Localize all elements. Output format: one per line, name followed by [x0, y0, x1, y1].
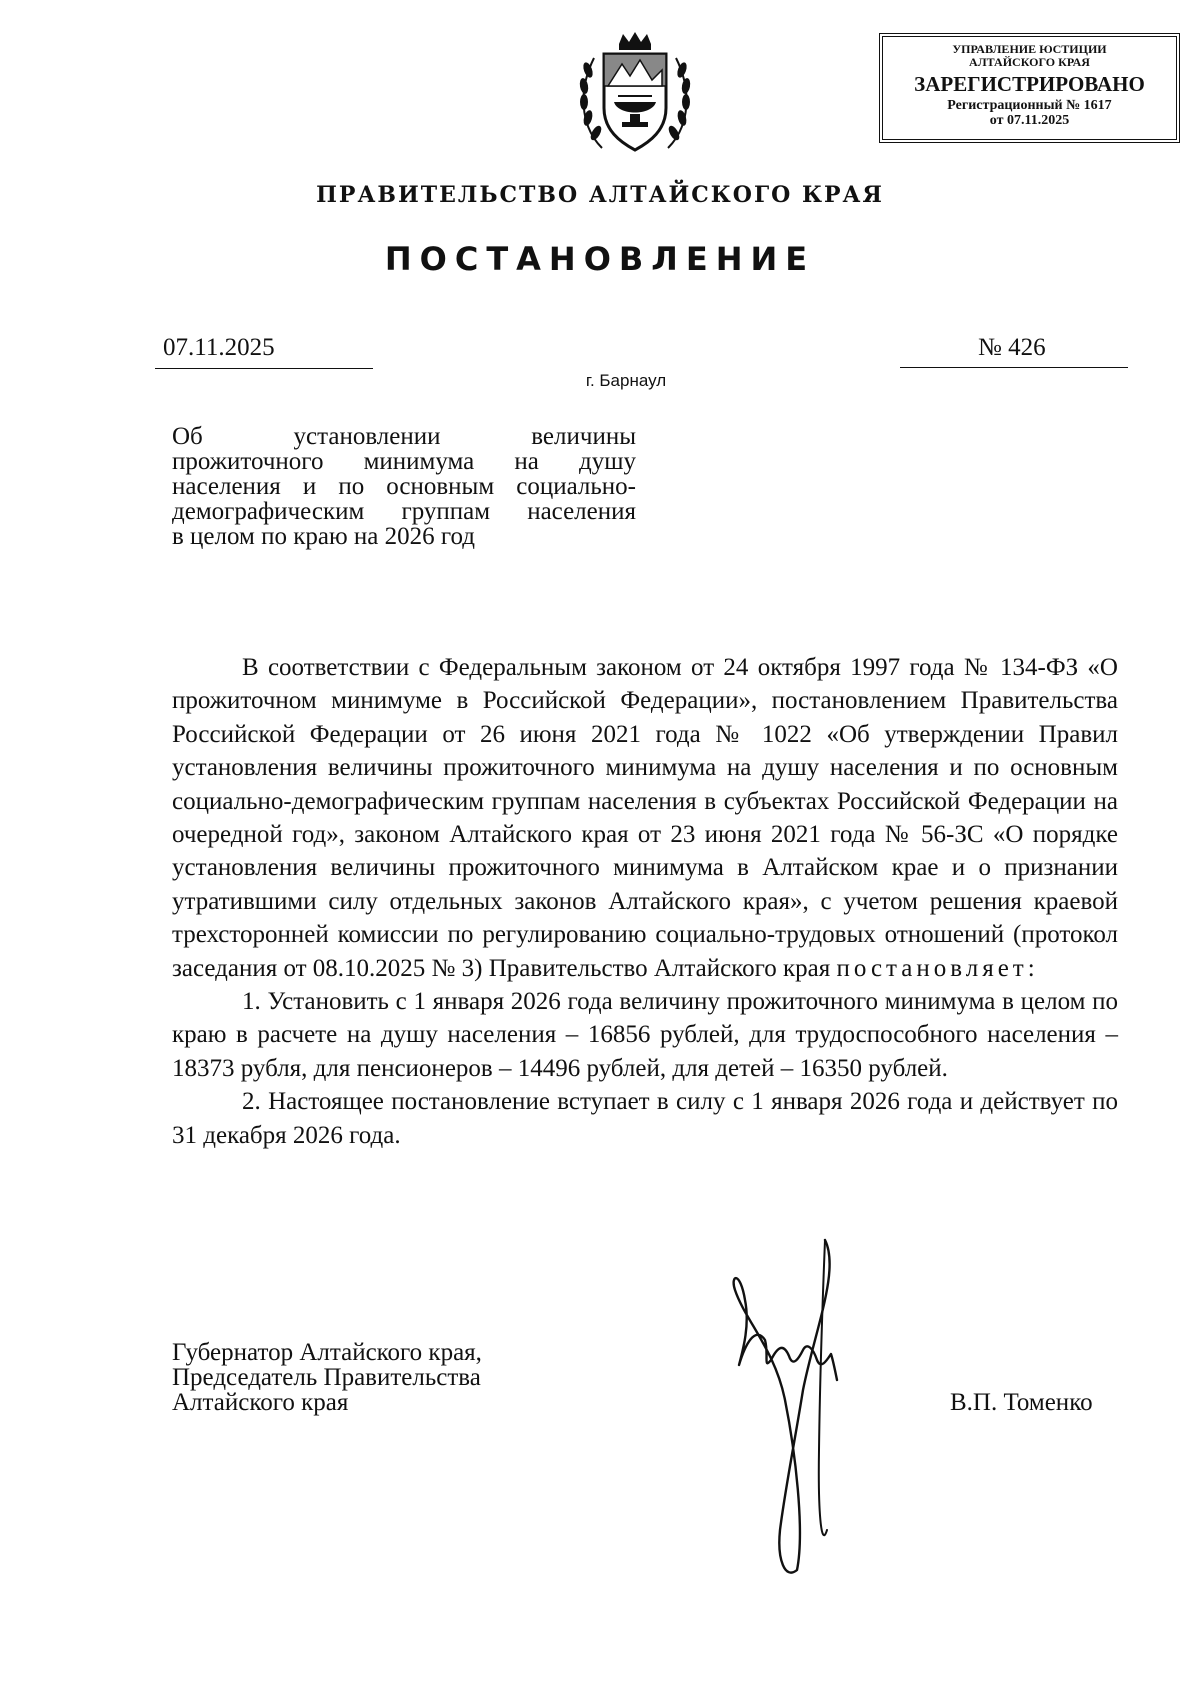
stamp-reg-number: Регистрационный № 1617 — [947, 98, 1112, 114]
stamp-org-line2: АЛТАЙСКОГО КРАЯ — [969, 54, 1090, 69]
document-body — [172, 651, 1118, 1152]
document-type-title: ПОСТАНОВЛЕНИЕ — [384, 240, 816, 278]
subject-line: в целом по краю на 2026 год — [172, 523, 476, 550]
document-subject — [172, 424, 636, 549]
position-line: Алтайского края — [172, 1389, 349, 1416]
subject-line: демографическим группам населения — [172, 498, 636, 525]
handwritten-signature-icon — [725, 1230, 855, 1590]
subject-line: Об установлении величины — [172, 423, 636, 450]
preamble-paragraph — [172, 651, 1118, 985]
position-line: Губернатор Алтайского края, — [172, 1339, 482, 1366]
item-1-paragraph: 1. Установить с 1 января 2026 года величину прожиточного минимума в целом по краю в расчете на душу населения – 16856 рублей, для трудоспособного населения – 18373 рубля, для пенсионеров – 14496 рублей, для детей – 16350 рублей. — [172, 988, 1118, 1082]
document-city: г. Барнаул — [585, 371, 667, 390]
government-title: ПРАВИТЕЛЬСТВО АЛТАЙСКОГО КРАЯ — [316, 182, 884, 208]
position-line: Председатель Правительства — [172, 1364, 481, 1391]
subject-line: населения и по основным социально- — [172, 473, 636, 500]
signatory-position — [172, 1340, 482, 1415]
coat-of-arms-icon — [574, 30, 696, 158]
stamp-status: ЗАРЕГИСТРИРОВАНО — [914, 72, 1145, 97]
resolves-word: постановляет: — [836, 954, 1039, 982]
registration-stamp — [879, 33, 1180, 143]
signatory-name: В.П. Томенко — [950, 1389, 1093, 1416]
stamp-org-line1: УПРАВЛЕНИЕ ЮСТИЦИИ — [952, 42, 1107, 56]
subject-line: прожиточного минимума на душу — [172, 448, 636, 475]
preamble-text: В соответствии с Федеральным законом от 24 октября 1997 года № 134-ФЗ «О прожиточном минимуме в Российской Федерации», постановлением Правительства Российской Федерации от 26 июня 2021 года № 1022 «Об утверждении Правил установления величины прожиточного минимума на душу населения и по основным социально-демографическим группам населения в субъектах Российской Федерации на очередной год», законом Алтайского края от 23 июня 2021 года № 56-ЗС «О порядке установления величины прожиточного минимума в Алтайском крае и о признании утратившими силу отдельных законов Алтайского края», с учетом решения краевой трехсторонней комиссии по регулированию социально-трудовых отношений (протокол заседания от 08.10.2025 № 3) Правительство Алтайского края — [172, 654, 1118, 982]
item-2-paragraph: 2. Настоящее постановление вступает в силу с 1 января 2026 года и действует по 31 декабря 2026 года. — [172, 1088, 1118, 1149]
document-number: № 426 — [900, 334, 1128, 368]
stamp-reg-date: от 07.11.2025 — [989, 112, 1070, 128]
document-date: 07.11.2025 — [155, 334, 373, 369]
